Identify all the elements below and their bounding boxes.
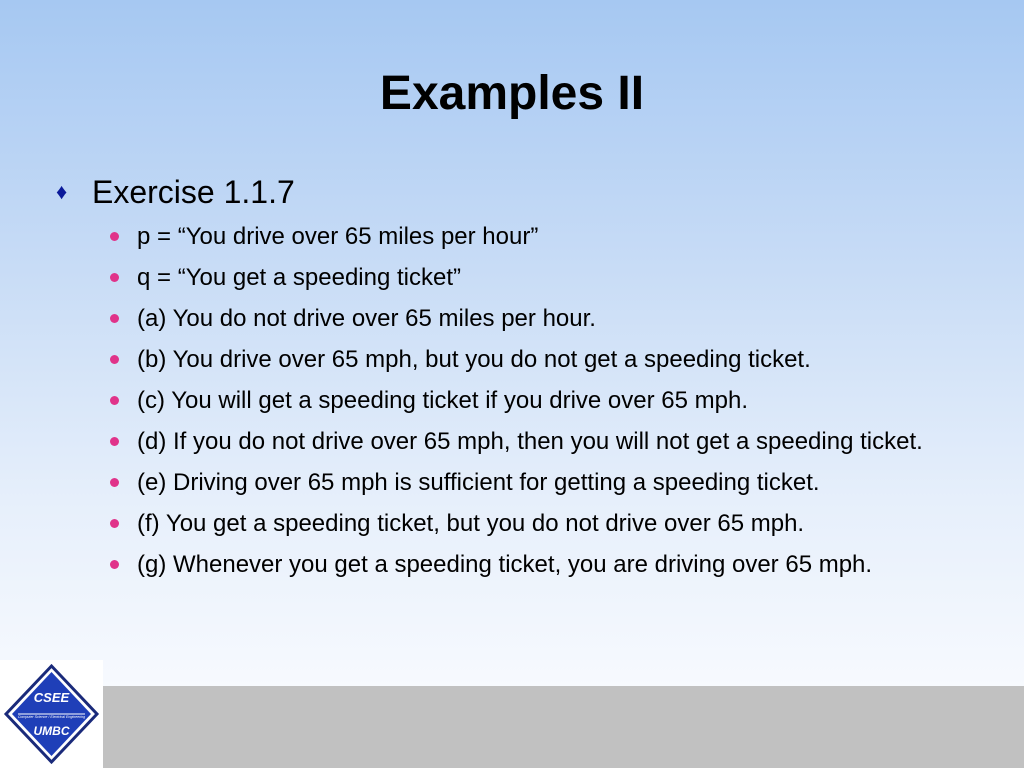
sub-item-a bbox=[105, 302, 996, 335]
sub-item-q bbox=[105, 261, 996, 294]
logo-bottom-text: UMBC bbox=[33, 724, 70, 738]
csee-umbc-logo bbox=[0, 660, 103, 768]
logo-top-text: CSEE bbox=[33, 690, 70, 705]
sub-item-text: (d) If you do not drive over 65 mph, then you will not get a speeding ticket. bbox=[137, 428, 923, 455]
sub-item-d bbox=[105, 425, 996, 458]
round-bullet-icon bbox=[110, 355, 119, 364]
sub-item-g bbox=[105, 548, 996, 581]
slide-title: Examples II bbox=[379, 67, 645, 120]
sub-item-text: q = “You get a speeding ticket” bbox=[137, 264, 461, 291]
footer-bar bbox=[103, 686, 1024, 768]
round-bullet-icon bbox=[110, 560, 119, 569]
sub-item-text: (b) You drive over 65 mph, but you do not get a speeding ticket. bbox=[137, 346, 811, 373]
level1-item-exercise bbox=[56, 170, 996, 214]
slide-content bbox=[56, 170, 996, 589]
round-bullet-icon bbox=[110, 314, 119, 323]
sub-item-p bbox=[105, 220, 996, 253]
round-bullet-icon bbox=[110, 478, 119, 487]
sub-item-b bbox=[105, 343, 996, 376]
level1-item-text: Exercise 1.1.7 bbox=[92, 174, 295, 210]
sub-bullet-list bbox=[105, 220, 996, 581]
sub-item-f bbox=[105, 507, 996, 540]
diamond-bullet-icon: ♦ bbox=[56, 179, 68, 204]
round-bullet-icon bbox=[110, 232, 119, 241]
round-bullet-icon bbox=[110, 396, 119, 405]
sub-item-text: (c) You will get a speeding ticket if you drive over 65 mph. bbox=[137, 387, 748, 414]
sub-item-text: (g) Whenever you get a speeding ticket, you are driving over 65 mph. bbox=[137, 551, 873, 578]
round-bullet-icon bbox=[110, 273, 119, 282]
sub-item-e bbox=[105, 466, 996, 499]
sub-item-text: (e) Driving over 65 mph is sufficient for getting a speeding ticket. bbox=[137, 469, 820, 496]
sub-item-text: (a) You do not drive over 65 miles per hour. bbox=[137, 305, 596, 332]
sub-item-text: (f) You get a speeding ticket, but you do not drive over 65 mph. bbox=[137, 510, 805, 537]
round-bullet-icon bbox=[110, 519, 119, 528]
logo-middle-text: Computer Science / Electrical Engineering bbox=[17, 715, 86, 719]
sub-item-c bbox=[105, 384, 996, 417]
csee-umbc-logo-icon bbox=[2, 662, 101, 766]
sub-item-text: p = “You drive over 65 miles per hour” bbox=[137, 223, 539, 250]
round-bullet-icon bbox=[110, 437, 119, 446]
